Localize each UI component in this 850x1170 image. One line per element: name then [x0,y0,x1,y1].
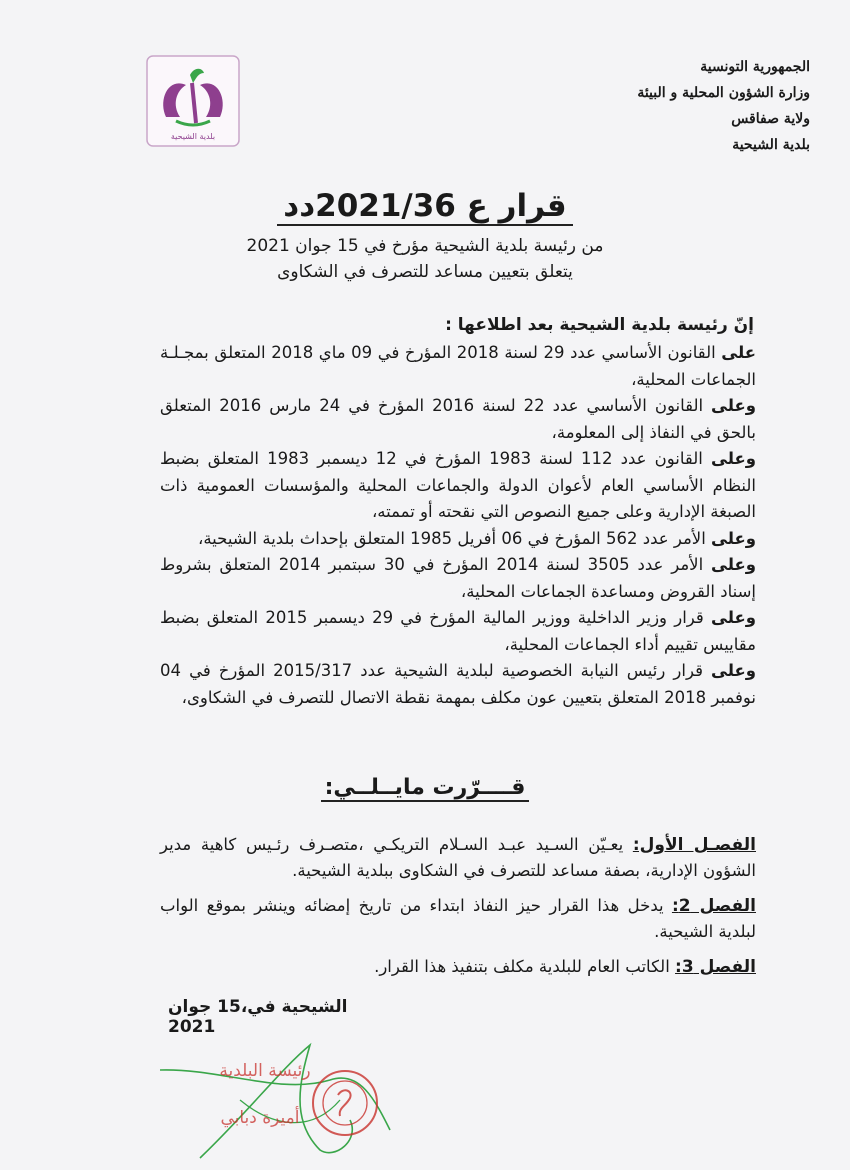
stamp-emblem-icon [338,1090,351,1116]
preamble-item [160,658,756,711]
municipality-logo [146,55,240,147]
article-label: الفصل 3: [675,957,756,977]
article-text: يدخل هذا القرار حيز النفاذ ابتداء من تاريخ إمضائه وينشر بموقع الواب لبلدية الشيحية. [160,896,756,941]
preamble-lead: وعلى [711,608,756,627]
article-3 [160,954,756,980]
preamble-text: الأمر عدد 562 المؤرخ في 06 أفريل 1985 المتعلق بإحداث بلدية الشيحية، [198,528,712,548]
preamble-text: الأمر عدد 3505 لسنة 2014 المؤرخ في 30 سبتمبر 2014 المتعلق بشروط إسناد القروض ومساعدة الجماعات المحلية، [160,555,756,601]
header-republic: الجمهورية التونسية [700,59,810,75]
preamble-text: قرار رئيس النيابة الخصوصية لبلدية الشيحية عدد 2015/317 المؤرخ في 04 نوفمبر 2018 المتعلق بتعيين عون مكلف بمهمة نقطة الاتصال للتصرف في الشكاوى، [160,661,756,707]
decided-heading [0,775,850,800]
preamble-item [160,552,756,605]
stamp-text-2: أميرة دبابي [220,1108,300,1128]
stamp-signature [160,1040,400,1165]
article-2 [160,893,756,945]
decision-title-text: قرار ع 2021/36دد [277,188,572,226]
preamble-lead: وعلى [711,661,756,680]
decision-subtitle-1: من رئيسة بلدية الشيحية مؤرخ في 15 جوان 2021 [246,236,604,256]
article-label: الفصـل الأول: [632,835,756,855]
preamble-lead: وعلى [711,555,757,574]
decided-heading-text: قــــرّرت مايــلــي: [321,775,530,802]
header-governorate: ولاية صفاقس [731,111,810,127]
preamble-item [160,526,756,553]
preamble-text: القانون الأساسي عدد 29 لسنة 2018 المؤرخ في 09 ماي 2018 المتعلق بمجـلـة الجماعات المحلية، [160,343,756,389]
preamble-lead: وعلى [711,528,756,548]
preamble-intro: إنّ رئيسة بلدية الشيحية بعد اطلاعها : [445,315,754,335]
article-text: يعـيّن السـيد عبـد السـلام التريكـي ،متصـرف رئـيس كاهية مدير الشؤون الإدارية، بصفة مساعد للتصرف في الشكاوى ببلدية الشيحية. [160,835,756,880]
header-ministry: وزارة الشؤون المحلية و البيئة [637,85,810,101]
preamble-item [160,605,756,658]
article-1 [160,832,756,884]
decision-subtitle-2: يتعلق بتعيين مساعد للتصرف في الشكاوى [277,262,573,282]
preamble-text: القانون الأساسي عدد 22 لسنة 2016 المؤرخ في 24 مارس 2016 المتعلق بالحق في النفاذ إلى المعلومة، [160,396,756,442]
place-date: الشيحية في،15 جوان 2021 [168,997,348,1037]
articles [160,832,756,989]
article-label: الفصل 2: [671,896,756,916]
preamble-body [160,340,756,711]
preamble-item [160,340,756,393]
article-text: الكاتب العام للبلدية مكلف بتنفيذ هذا القرار. [374,957,676,976]
stamp-text-1: رئيسة البلدية [219,1061,311,1081]
preamble-item [160,393,756,446]
decision-title [0,188,850,224]
preamble-lead: على [721,343,756,362]
preamble-text: القانون عدد 112 لسنة 1983 المؤرخ في 12 ديسمبر 1983 المتعلق بضبط النظام الأساسي العام لأعوان الدولة والجماعات المحلية والمؤسسات العمومية ذات الصبغة الإدارية وعلى جميع النصوص التي نقحته أو تممته، [160,449,756,521]
preamble-lead: وعلى [711,396,757,415]
preamble-lead: وعلى [711,449,757,468]
letterhead [510,60,810,164]
preamble-text: قرار وزير الداخلية ووزير المالية المؤرخ في 29 ديسمبر 2015 المتعلق بضبط مقاييس تقييم أداء الجماعات المحلية، [160,608,756,654]
logo-caption: بلدية الشيحية [170,132,216,141]
header-municipality: بلدية الشيحية [732,137,810,153]
preamble-item [160,446,756,526]
